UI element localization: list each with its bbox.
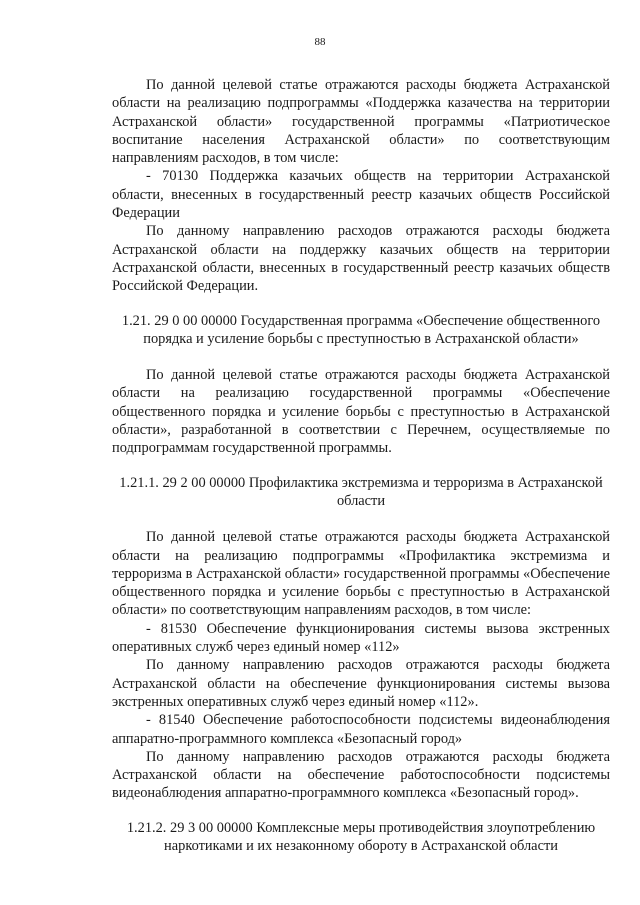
document-body [112,76,610,855]
paragraph: По данной целевой статье отражаются расходы бюджета Астраханской области на реализацию подпрограммы «Поддержка казачества на территории Астраханской области» государственной программы «Патриотическое воспитание населения Астраханской области» по соответствующим направлениям расходов, в том числе: [112,77,610,167]
list-item: - 70130 Поддержка казачьих обществ на территории Астраханской области, внесенных в государственный реестр казачьих обществ Российской Федерации [112,168,610,222]
paragraph: По данному направлению расходов отражаются расходы бюджета Астраханской области на поддержку казачьих обществ на территории Астраханской области, внесенных в государственный реестр казачьих обществ Российской Федерации. [112,223,610,295]
paragraph: По данной целевой статье отражаются расходы бюджета Астраханской области на реализацию государственной программы «Обеспечение общественного порядка и усиление борьбы с преступностью в Астраханской области», разработанной в соответствии с Перечнем, осуществляемые по подпрограммам государственной программы. [112,367,610,457]
section-heading: 1.21.1. 29 2 00 00000 Профилактика экстремизма и терроризма в Астраханской области [119,474,603,509]
paragraph: По данному направлению расходов отражаются расходы бюджета Астраханской области на обеспечение работоспособности подсистемы видеонаблюдения аппаратно-программного комплекса «Безопасный город». [112,748,610,802]
section-heading: 1.21. 29 0 00 00000 Государственная программа «Обеспечение общественного порядка и усиление борьбы с преступностью в Астраханской области» [121,312,601,347]
paragraph: По данному направлению расходов отражаются расходы бюджета Астраханской области на обеспечение функционирования системы вызова экстренных оперативных служб через единый номер «112». [112,657,610,710]
page-number: 88 [314,36,326,48]
list-item: - 81540 Обеспечение работоспособности подсистемы видеонаблюдения аппаратно-программного комплекса «Безопасный город» [112,712,610,747]
list-item: - 81530 Обеспечение функционирования системы вызова экстренных оперативных служб через единый номер «112» [112,620,610,656]
section-heading: 1.21.2. 29 3 00 00000 Комплексные меры противодействия злоупотреблению наркотиками и их незаконному обороту в Астраханской области [126,819,596,854]
paragraph: По данной целевой статье отражаются расходы бюджета Астраханской области на реализацию подпрограммы «Профилактика экстремизма и терроризма в Астраханской области» государственной программы «Обеспечение общественного порядка и усиление борьбы с преступностью в Астраханской области» по соответствующим направлениям расходов, в том числе: [112,529,610,619]
